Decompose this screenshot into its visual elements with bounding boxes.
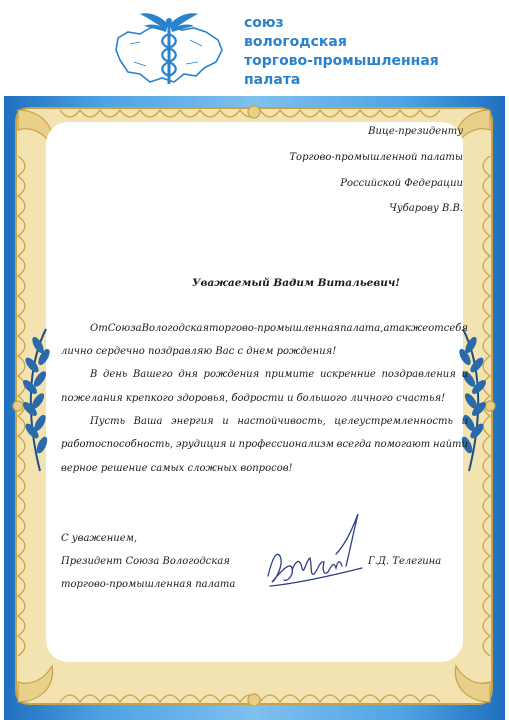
body-word: Вашего (132, 369, 173, 380)
body-word: работоспособность, (61, 439, 174, 450)
org-name-line: союз (244, 15, 284, 31)
body-word: палата, (340, 323, 384, 334)
org-name-line: вологодская (244, 34, 347, 50)
addressee-line: Торгово-промышленной палаты (289, 152, 463, 163)
body-word: настойчивость, (237, 416, 326, 427)
laurel-branch-icon (18, 325, 54, 475)
body-word: примите (264, 369, 315, 380)
body-word: целеустремленность (334, 416, 453, 427)
addressee-line: Вице-президенту (368, 126, 463, 137)
body-word: себя (443, 323, 468, 334)
body-word: а (383, 323, 390, 334)
addressee-line: Российской Федерации (340, 178, 463, 189)
body-word: В (90, 369, 98, 380)
org-name-line: палата (244, 72, 301, 88)
body-word: от (428, 323, 444, 334)
body-word: день (103, 369, 128, 380)
body-line: пожелания крепкого здоровья, бодрости и большого личного счастья! (61, 393, 446, 404)
body-word: энергия (171, 416, 214, 427)
org-name-line: торгово-промышленная (244, 53, 439, 69)
closing-line: Президент Союза Вологодская (61, 556, 230, 567)
body-word: рождения (203, 369, 260, 380)
body-word: искренние (319, 369, 376, 380)
body-line: лично сердечно поздравляю Вас с днем рождения! (61, 346, 337, 357)
body-word: поздравления (381, 369, 456, 380)
greeting: Уважаемый Вадим Витальевич! (192, 277, 400, 289)
body-word: эрудиция (175, 439, 227, 450)
body-line: верное решение самых сложных вопросов! (61, 463, 293, 474)
addressee-line: Чубарову В.В. (389, 203, 463, 214)
signer-name: Г.Д. Телегина (368, 556, 442, 567)
organization-name (244, 14, 439, 90)
body-line (90, 368, 468, 382)
body-word: Вологодская (141, 323, 209, 334)
body-line (61, 438, 468, 452)
body-word: Ваша (133, 416, 163, 427)
body-line (90, 415, 468, 429)
caduceus-map-logo (110, 10, 228, 90)
body-word: От (90, 323, 108, 334)
body-word: дня (178, 369, 198, 380)
letterhead (0, 0, 509, 96)
body-word: Союза (107, 323, 142, 334)
body-word: также (389, 323, 429, 334)
body-word: и (461, 416, 468, 427)
body-word: и (222, 416, 229, 427)
body-word: помогают (374, 439, 431, 450)
body-word: найти (433, 439, 468, 450)
body-word: торгово-промышленная (209, 323, 341, 334)
laurel-branch-icon (455, 325, 491, 475)
body-line (90, 322, 468, 336)
closing-line: торгово-промышленная палата (61, 579, 236, 590)
body-word: и (229, 439, 236, 450)
handwritten-signature (262, 510, 374, 596)
body-word: профессионализм (238, 439, 334, 450)
body-word: всегда (336, 439, 372, 450)
closing-line: С уважением, (61, 533, 138, 544)
body-word: Пусть (90, 416, 126, 427)
body-word: и (461, 369, 468, 380)
